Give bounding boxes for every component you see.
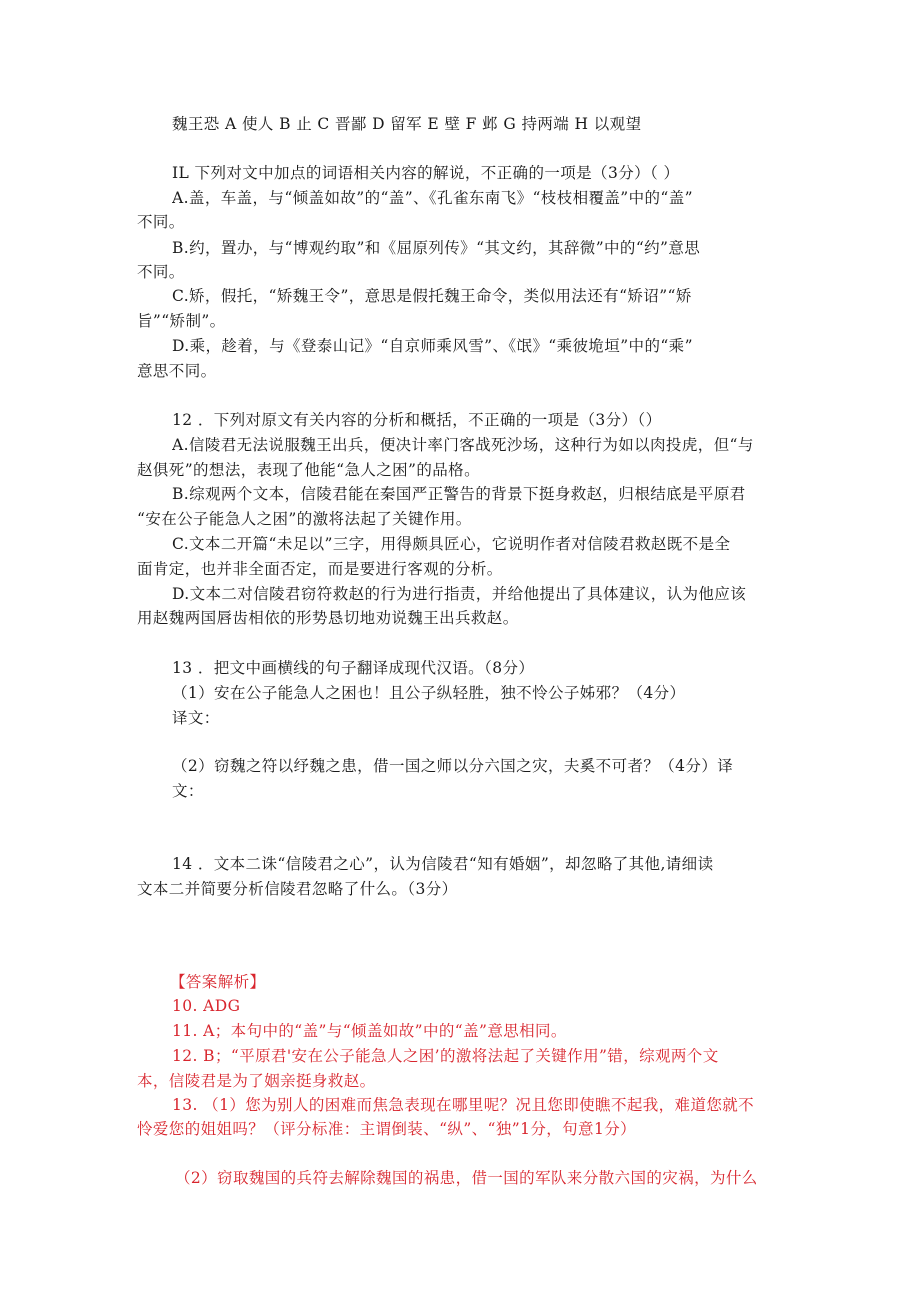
q13-part2-cont: 文：: [172, 782, 204, 800]
q12-option-c-cont: 面肯定，也并非全面否定，而是要进行客观的分析。: [137, 560, 503, 578]
q12-option-c: C.文本二开篇“未足以”三字，用得颇具匠心，它说明作者对信陵君救赵既不是全: [172, 535, 731, 553]
q14-line2: 文本二并简要分析信陵君忽略了什么。（3分）: [137, 880, 458, 898]
q13-part1: （1）安在公子能急人之困也！且公子纵轻胜，独不怜公子姊邪？（4分）: [172, 684, 686, 702]
answer-13-cont: 怜爱您的姐姐吗？（评分标准：主谓倒装、“纵”、“独”1分，句意1分）: [137, 1120, 637, 1138]
answers-header: 【答案解析】: [170, 973, 266, 991]
answer-13-part2: （2）窃取魏国的兵符去解除魏国的祸患，借一国的军队来分散六国的灾祸，为什么: [175, 1169, 758, 1187]
q11-stem: IL 下列对文中加点的词语相关内容的解说，不正确的一项是（3分）（ ）: [172, 164, 680, 182]
q11-option-a: A.盖，车盖，与“倾盖如故”的“盖”、《孔雀东南飞》“枝枝相覆盖”中的“盖”: [172, 189, 693, 207]
answer-13: 13. （1）您为别人的困难而焦急表现在哪里呢？况且您即使瞧不起我，难道您就不: [172, 1096, 755, 1114]
answer-12-cont: 本，信陵君是为了姻亲挺身救赵。: [137, 1072, 376, 1090]
q12-stem: 12 ．下列对原文有关内容的分析和概括，不正确的一项是（3分）（）: [172, 411, 662, 429]
q12-option-d-cont: 用赵魏两国唇齿相依的形势恳切地劝说魏王出兵救赵。: [137, 609, 519, 627]
answer-12: 12. B；“平原君'安在公子能急人之困’的激将法起了关键作用”错，综观两个文: [172, 1047, 719, 1065]
q12-option-b: B.综观两个文本，信陵君能在秦国严正警告的背景下挺身救赵，归根结底是平原君: [172, 485, 746, 503]
q14-line1: 14 ．文本二诛“信陵君之心”，认为信陵君“知有婚姻”，却忽略了其他,请细读: [172, 855, 714, 873]
q13-stem: 13 ．把文中画横线的句子翻译成现代汉语。（8分）: [172, 659, 535, 677]
passage-line: 魏王恐 A 使人 B 止 C 晋鄙 D 留军 E 壁 F 邺 G 持两端 H 以观望: [172, 115, 642, 133]
q11-option-a-cont: 不同。: [137, 213, 185, 231]
q12-option-a-cont: 赵俱死”的想法，表现了他能“急人之困”的品格。: [137, 461, 480, 479]
q11-option-c: C.矫，假托，“矫魏王令”，意思是假托魏王命令，类似用法还有“矫诏”“矫: [172, 287, 692, 305]
q13-part2: （2）窃魏之符以纾魏之患，借一国之师以分六国之灾，夫奚不可者？（4分）译: [172, 757, 734, 775]
q11-option-d: D.乘，趁着，与《登泰山记》“自京师乘风雪”、《氓》“乘彼垝垣”中的“乘”: [172, 337, 693, 355]
q12-option-d: D.文本二对信陵君窃符救赵的行为进行指责，并给他提出了具体建议，认为他应该: [172, 585, 747, 603]
q11-option-b-cont: 不同。: [137, 263, 185, 281]
answer-10: 10. ADG: [172, 997, 241, 1015]
q11-option-d-cont: 意思不同。: [137, 362, 217, 380]
q12-option-b-cont: “安在公子能急人之困”的激将法起了关键作用。: [137, 510, 472, 528]
q12-option-a: A.信陵君无法说服魏王出兵，便决计率门客战死沙场，这种行为如以肉投虎，但“与: [172, 436, 754, 454]
q11-option-c-cont: 旨”“矫制”。: [137, 312, 226, 330]
q13-part1-translation-label: 译文：: [172, 709, 220, 727]
q11-option-b: B.约，置办，与“博观约取”和《屈原列传》“其文约，其辞微”中的“约”意思: [172, 239, 701, 257]
answer-11: 11. A；本句中的“盖”与“倾盖如故”中的“盖”意思相同。: [172, 1022, 567, 1040]
